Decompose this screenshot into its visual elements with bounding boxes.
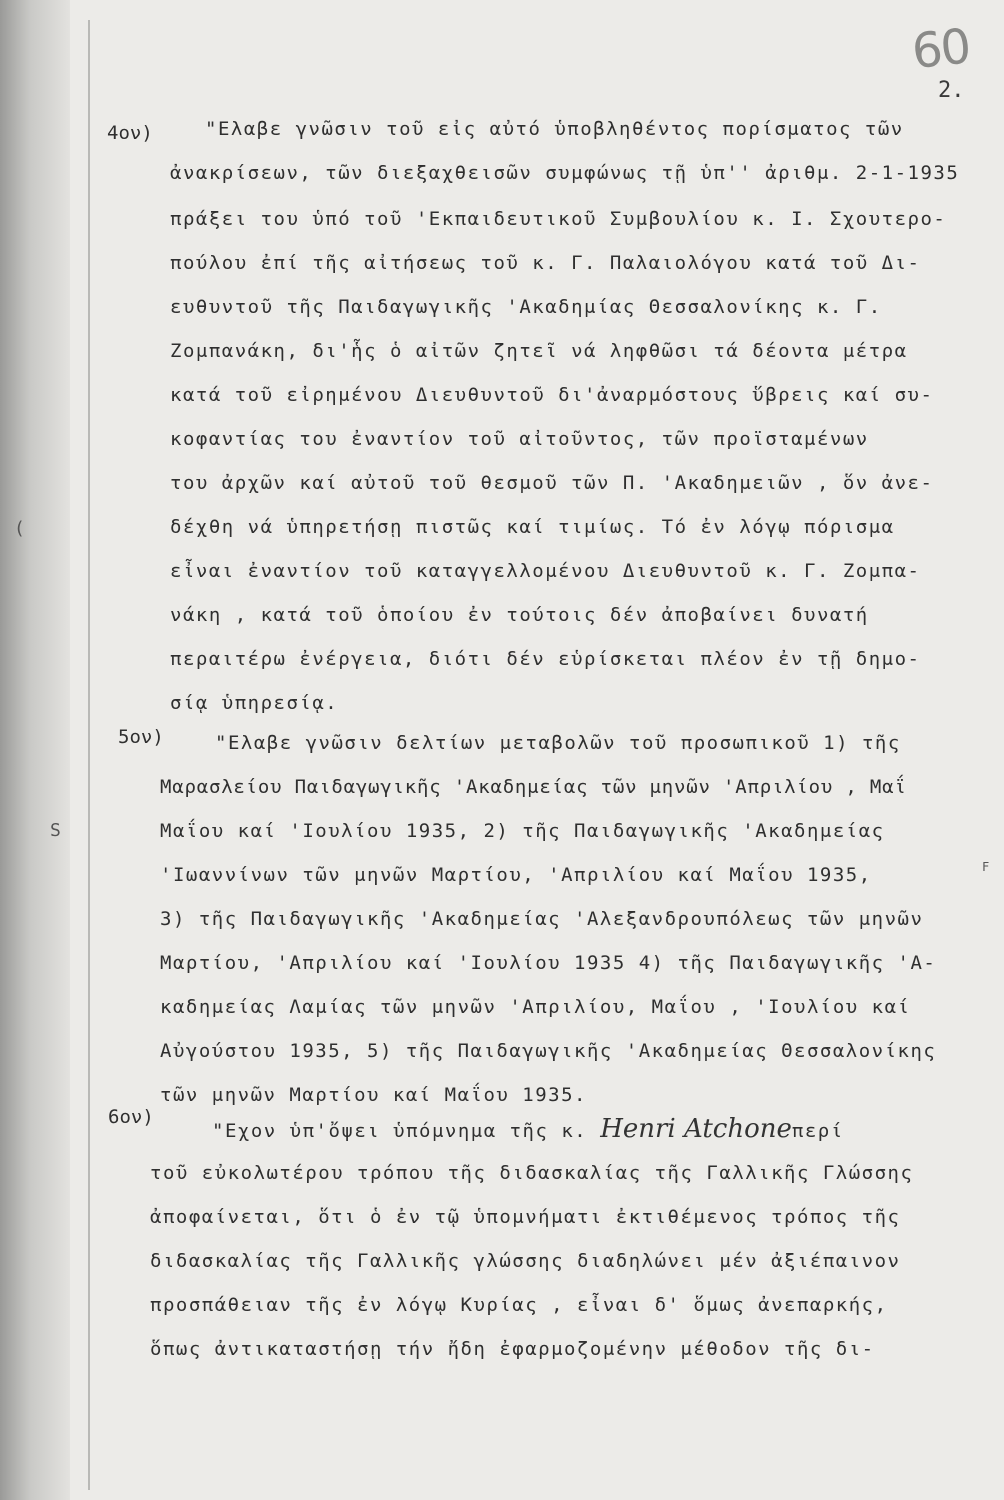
margin-mark: F [982,860,990,874]
text-line: σίᾳ ὑπηρεσίᾳ. [170,692,339,714]
binding-shadow [0,0,70,1500]
text-line-end: περί [791,1120,844,1142]
handwritten-folio-number: 60 [909,18,972,81]
text-line: πούλου ἐπί τῆς αἰτήσεως τοῦ κ. Γ. Παλαιολόγου κατά τοῦ Δι- [170,252,921,274]
text-line-start: "Εχον ὑπ'ὄψει ὑπόμνημα τῆς κ. [212,1120,588,1142]
margin-mark: ( [14,518,25,539]
margin-mark: S [50,820,61,841]
text-line: "Ελαβε γνῶσιν δελτίων μεταβολῶν τοῦ προσωπικοῦ 1) τῆς [215,732,901,754]
text-line: διδασκαλίας τῆς Γαλλικῆς γλώσσης διαδηλώνει μέν ἀξιέπαινον [150,1250,901,1272]
text-line: ἀποφαίνεται, ὅτι ὁ ἐν τῷ ὑπομνήματι ἐκτιθέμενος τρόπος τῆς [150,1206,901,1228]
text-line: τῶν μηνῶν Μαρτίου καί Μαΐου 1935. [160,1084,587,1106]
text-line: καδημείας Λαμίας τῶν μηνῶν 'Απριλίου, Μαΐου , 'Ιουλίου καί [160,996,911,1018]
text-line: πράξει του ὑπό τοῦ 'Εκπαιδευτικοῦ Συμβουλίου κ. Ι. Σχουτερο- [170,208,947,230]
text-line [212,1114,844,1144]
text-line: Μαΐου καί 'Ιουλίου 1935, 2) τῆς Παιδαγωγικῆς 'Ακαδημείας [160,820,885,842]
text-line: Μαρασλείου Παιδαγωγικῆς 'Ακαδημείας τῶν μηνῶν 'Απριλίου , Μαΐ [160,776,907,798]
paragraph-6-label: 6ον) [108,1106,154,1128]
text-line: προσπάθειαν τῆς ἐν λόγῳ Κυρίας , εἶναι δ' ὅμως ἀνεπαρκής, [150,1294,888,1316]
text-line: 3) τῆς Παιδαγωγικῆς 'Ακαδημείας 'Αλεξανδρουπόλεως τῶν μηνῶν [160,908,924,930]
text-line: "Ελαβε γνῶσιν τοῦ εἰς αὐτό ὑποβληθέντος πορίσματος τῶν [205,118,904,140]
text-line: τοῦ εὐκολωτέρου τρόπου τῆς διδασκαλίας τῆς Γαλλικῆς Γλώσσης [150,1162,914,1184]
text-line: ευθυντοῦ τῆς Παιδαγωγικῆς 'Ακαδημίας Θεσσαλονίκης κ. Γ. [170,296,882,318]
binder-fold-line [88,20,90,1490]
text-line: κατά τοῦ εἰρημένου Διευθυντοῦ δι'ἀναρμόστους ὕβρεις καί συ- [170,384,934,406]
text-line: ὅπως ἀντικαταστήσῃ τήν ἤδη ἐφαρμοζομένην μέθοδον τῆς δι- [150,1338,875,1360]
text-line: Αὐγούστου 1935, 5) τῆς Παιδαγωγικῆς 'Ακαδημείας Θεσσαλονίκης [160,1040,937,1062]
handwritten-name: Henri Atchone [600,1114,792,1144]
text-line: του ἀρχῶν καί αὐτοῦ τοῦ θεσμοῦ τῶν Π. 'Ακαδημειῶν , ὅν ἀνε- [170,472,934,494]
paragraph-5-label: 5ον) [118,726,164,748]
text-line: νάκη , κατά τοῦ ὁποίου ἐν τούτοις δέν ἀποβαίνει δυνατή [170,604,869,626]
text-line: Ζομπανάκη, δι'ἧς ὁ αἰτῶν ζητεῖ νά ληφθῶσι τά δέοντα μέτρα [170,340,908,362]
text-line: δέχθη νά ὑπηρετήσῃ πιστῶς καί τιμίως. Τό ἐν λόγῳ πόρισμα [170,516,895,538]
text-line: περαιτέρω ἐνέργεια, διότι δέν εὑρίσκεται πλέον ἐν τῇ δημο- [170,648,921,670]
paragraph-4-label: 4ον) [107,122,153,144]
text-line: ἀνακρίσεων, τῶν διεξαχθεισῶν συμφώνως τῇ ὑπ'' ἀριθμ. 2-1-1935 [170,162,960,184]
text-line: κοφαντίας του ἐναντίον τοῦ αἰτοῦντος, τῶν προϊσταμένων [170,428,869,450]
text-line: 'Ιωαννίνων τῶν μηνῶν Μαρτίου, 'Απριλίου καί Μαΐου 1935, [160,864,872,886]
text-line: εἶναι ἐναντίον τοῦ καταγγελλομένου Διευθυντοῦ κ. Γ. Ζομπα- [170,560,921,582]
page-number: 2. [938,78,965,103]
text-line: Μαρτίου, 'Απριλίου καί 'Ιουλίου 1935 4) τῆς Παιδαγωγικῆς 'Α- [160,952,937,974]
